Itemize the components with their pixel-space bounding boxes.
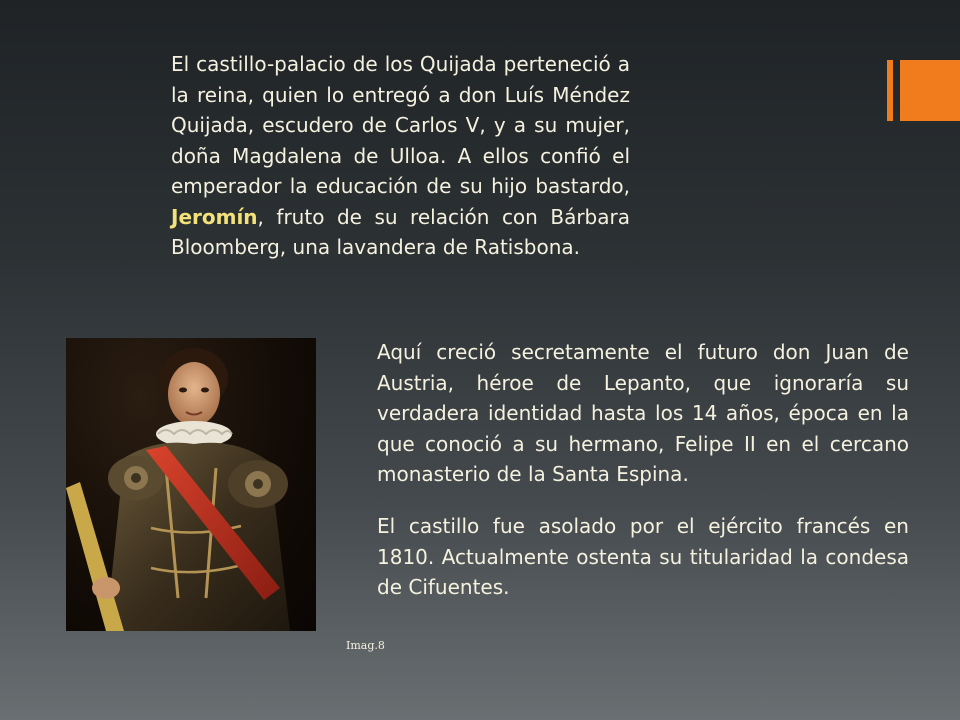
jeromin-highlight: Jeromín — [171, 204, 258, 229]
portrait-don-juan-de-austria — [66, 338, 316, 631]
paragraph-don-juan: Aquí creció secretamente el futuro don Juan de Austria, héroe de Lepanto, que ignoraría su verdadera identidad hasta los 14 años, época en la que conoció a su hermano, Felipe II en el cercano monasterio de la Santa Espina. — [377, 340, 909, 486]
accent-bar-thick — [900, 60, 960, 121]
image-caption: Imag.8 — [346, 639, 385, 652]
paragraph-castle-history — [171, 49, 630, 263]
paragraph1-text-start: El castillo-palacio de los Quijada perteneció a la reina, quien lo entregó a don Luís Méndez Quijada, escudero de Carlos V, y a su mujer, doña Magdalena de Ulloa. A ellos confió el emperador la educación de su hijo bastardo, — [171, 52, 630, 198]
accent-bar-thin — [887, 60, 893, 121]
paragraph1-text-end: , fruto de su relación con Bárbara Bloomberg, una lavandera de Ratisbona. — [171, 204, 630, 259]
paragraph-castle-present: El castillo fue asolado por el ejército francés en 1810. Actualmente ostenta su titularidad la condesa de Cifuentes. — [377, 514, 909, 599]
